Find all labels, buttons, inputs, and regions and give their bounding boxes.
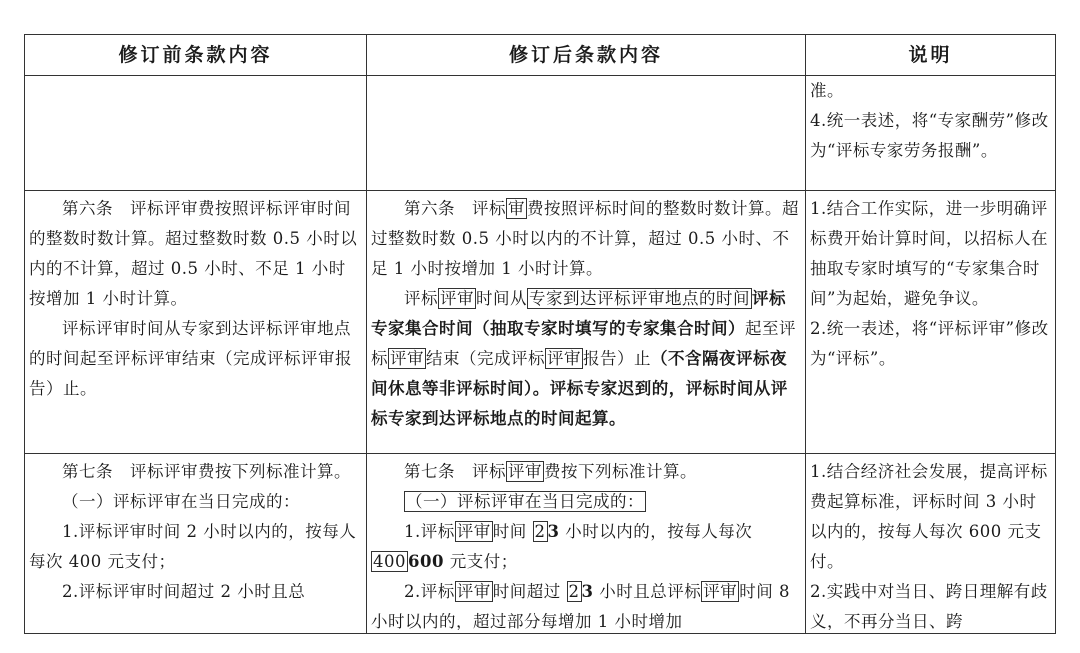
revision-comparison-table: [24, 34, 1056, 634]
cell-before: [25, 454, 367, 634]
cell-note: [806, 191, 1056, 454]
inserted-text: 评标专家集合时间（抽取专家时填写的专家集合时间）: [371, 289, 786, 338]
deleted-mark: 评审: [703, 582, 738, 601]
clause-text: 第六条 评标 审 费按照评标时间的整数时数计算。超过整数时数 0.5 小时以内的不计算，超过 0.5 小时、不足 1 小时按增加 1 小时计算。: [371, 199, 799, 278]
cell-after: [367, 191, 806, 454]
table-row: [25, 191, 1056, 454]
clause-text: 第七条 评标评审费按下列标准计算。: [62, 462, 351, 481]
clause-text: [371, 487, 801, 517]
note-text: 准。: [810, 81, 844, 100]
cell-after: [367, 454, 806, 634]
cell-note: [806, 76, 1056, 191]
deleted-mark: （一）评标评审在当日完成的：: [406, 492, 644, 511]
note-text: 1.结合工作实际，进一步明确评标费开始计算时间，以招标人在抽取专家时填写的“专家集合时间”为起始，避免争议。: [810, 199, 1048, 308]
inserted-text: 600: [408, 552, 444, 571]
clause-text: 2.评标评审时间超过 2 小时且总: [62, 582, 306, 601]
cell-before: [25, 191, 367, 454]
deleted-mark: 2: [534, 522, 546, 541]
deleted-mark: 400: [373, 552, 406, 571]
deleted-mark: 审: [508, 199, 525, 218]
header-note: 说明: [806, 35, 1056, 76]
clause-text: 评标评审时间从专家到达评标评审地点的时间起至评标评审结束（完成评标评审报告）止。: [29, 319, 352, 398]
deleted-mark: 评审: [508, 462, 542, 481]
cell-before: [25, 76, 367, 191]
deleted-mark: 评审: [390, 349, 424, 368]
header-row: [25, 35, 1056, 76]
deleted-mark: 评审: [456, 582, 491, 601]
clause-text: 1.评标 评审 时间 2 3 小时以内的，按每人每次 400 600 元支付；: [373, 522, 753, 571]
note-text: 1.结合经济社会发展，提高评标费起算标准，评标时间 3 小时以内的，按每人每次 600 元支付。: [810, 462, 1048, 571]
note-text: 2.统一表述，将“评标评审”修改为“评标”。: [810, 319, 1049, 368]
clause-text: 1.评标评审时间 2 小时以内的，按每人每次 400 元支付；: [29, 522, 357, 571]
header-before: 修订前条款内容: [25, 35, 367, 76]
inserted-text: 3: [581, 582, 594, 601]
clause-text: 第六条 评标评审费按照评标评审时间的整数时数计算。超过整数时数 0.5 小时以内的不计算，超过 0.5 小时、不足 1 小时按增加 1 小时计算。: [29, 199, 358, 308]
cell-note: [806, 454, 1056, 634]
clause-text: 第七条 评标 评审 费按下列标准计算。: [404, 462, 697, 481]
deleted-mark: 评审: [440, 289, 474, 308]
deleted-mark: 评审: [547, 349, 581, 368]
deleted-mark: 专家到达评标评审地点的时间: [529, 289, 750, 308]
note-text: 2.实践中对当日、跨日理解有歧义，不再分当日、跨: [810, 582, 1048, 630]
note-text: 4.统一表述，将“专家酬劳”修改为“评标专家劳务报酬”。: [810, 111, 1049, 160]
header-after: 修订后条款内容: [367, 35, 806, 76]
deleted-mark: 评审: [456, 522, 491, 541]
table-row: [25, 76, 1056, 191]
table-row: [25, 454, 1056, 634]
clause-text: （一）评标评审在当日完成的：: [62, 492, 300, 511]
cell-after: [367, 76, 806, 191]
clause-text: 2.评标 评审 时间超过 2 3 小时且总评标 评审 时间 8 小时以内的，超过部分每增加 1 小时增加: [371, 582, 790, 630]
inserted-text: 3: [547, 522, 560, 541]
deleted-mark: 2: [568, 582, 580, 601]
clause-text: 评标 评审 时间从 专家到达评标评审地点的时间 评标专家集合时间（抽取专家时填写的专家集合时间）起至评标 评审 结束（完成评标 评审 报告）止（不含隔夜评标夜间休息等非评标时间）。评标专家迟到的，评标时间从评标专家到达评标地点的时间起算。: [371, 289, 796, 428]
inserted-text: （不含隔夜评标夜间休息等非评标时间）。评标专家迟到的，评标时间从评标专家到达评标地点的时间起算。: [371, 349, 788, 428]
